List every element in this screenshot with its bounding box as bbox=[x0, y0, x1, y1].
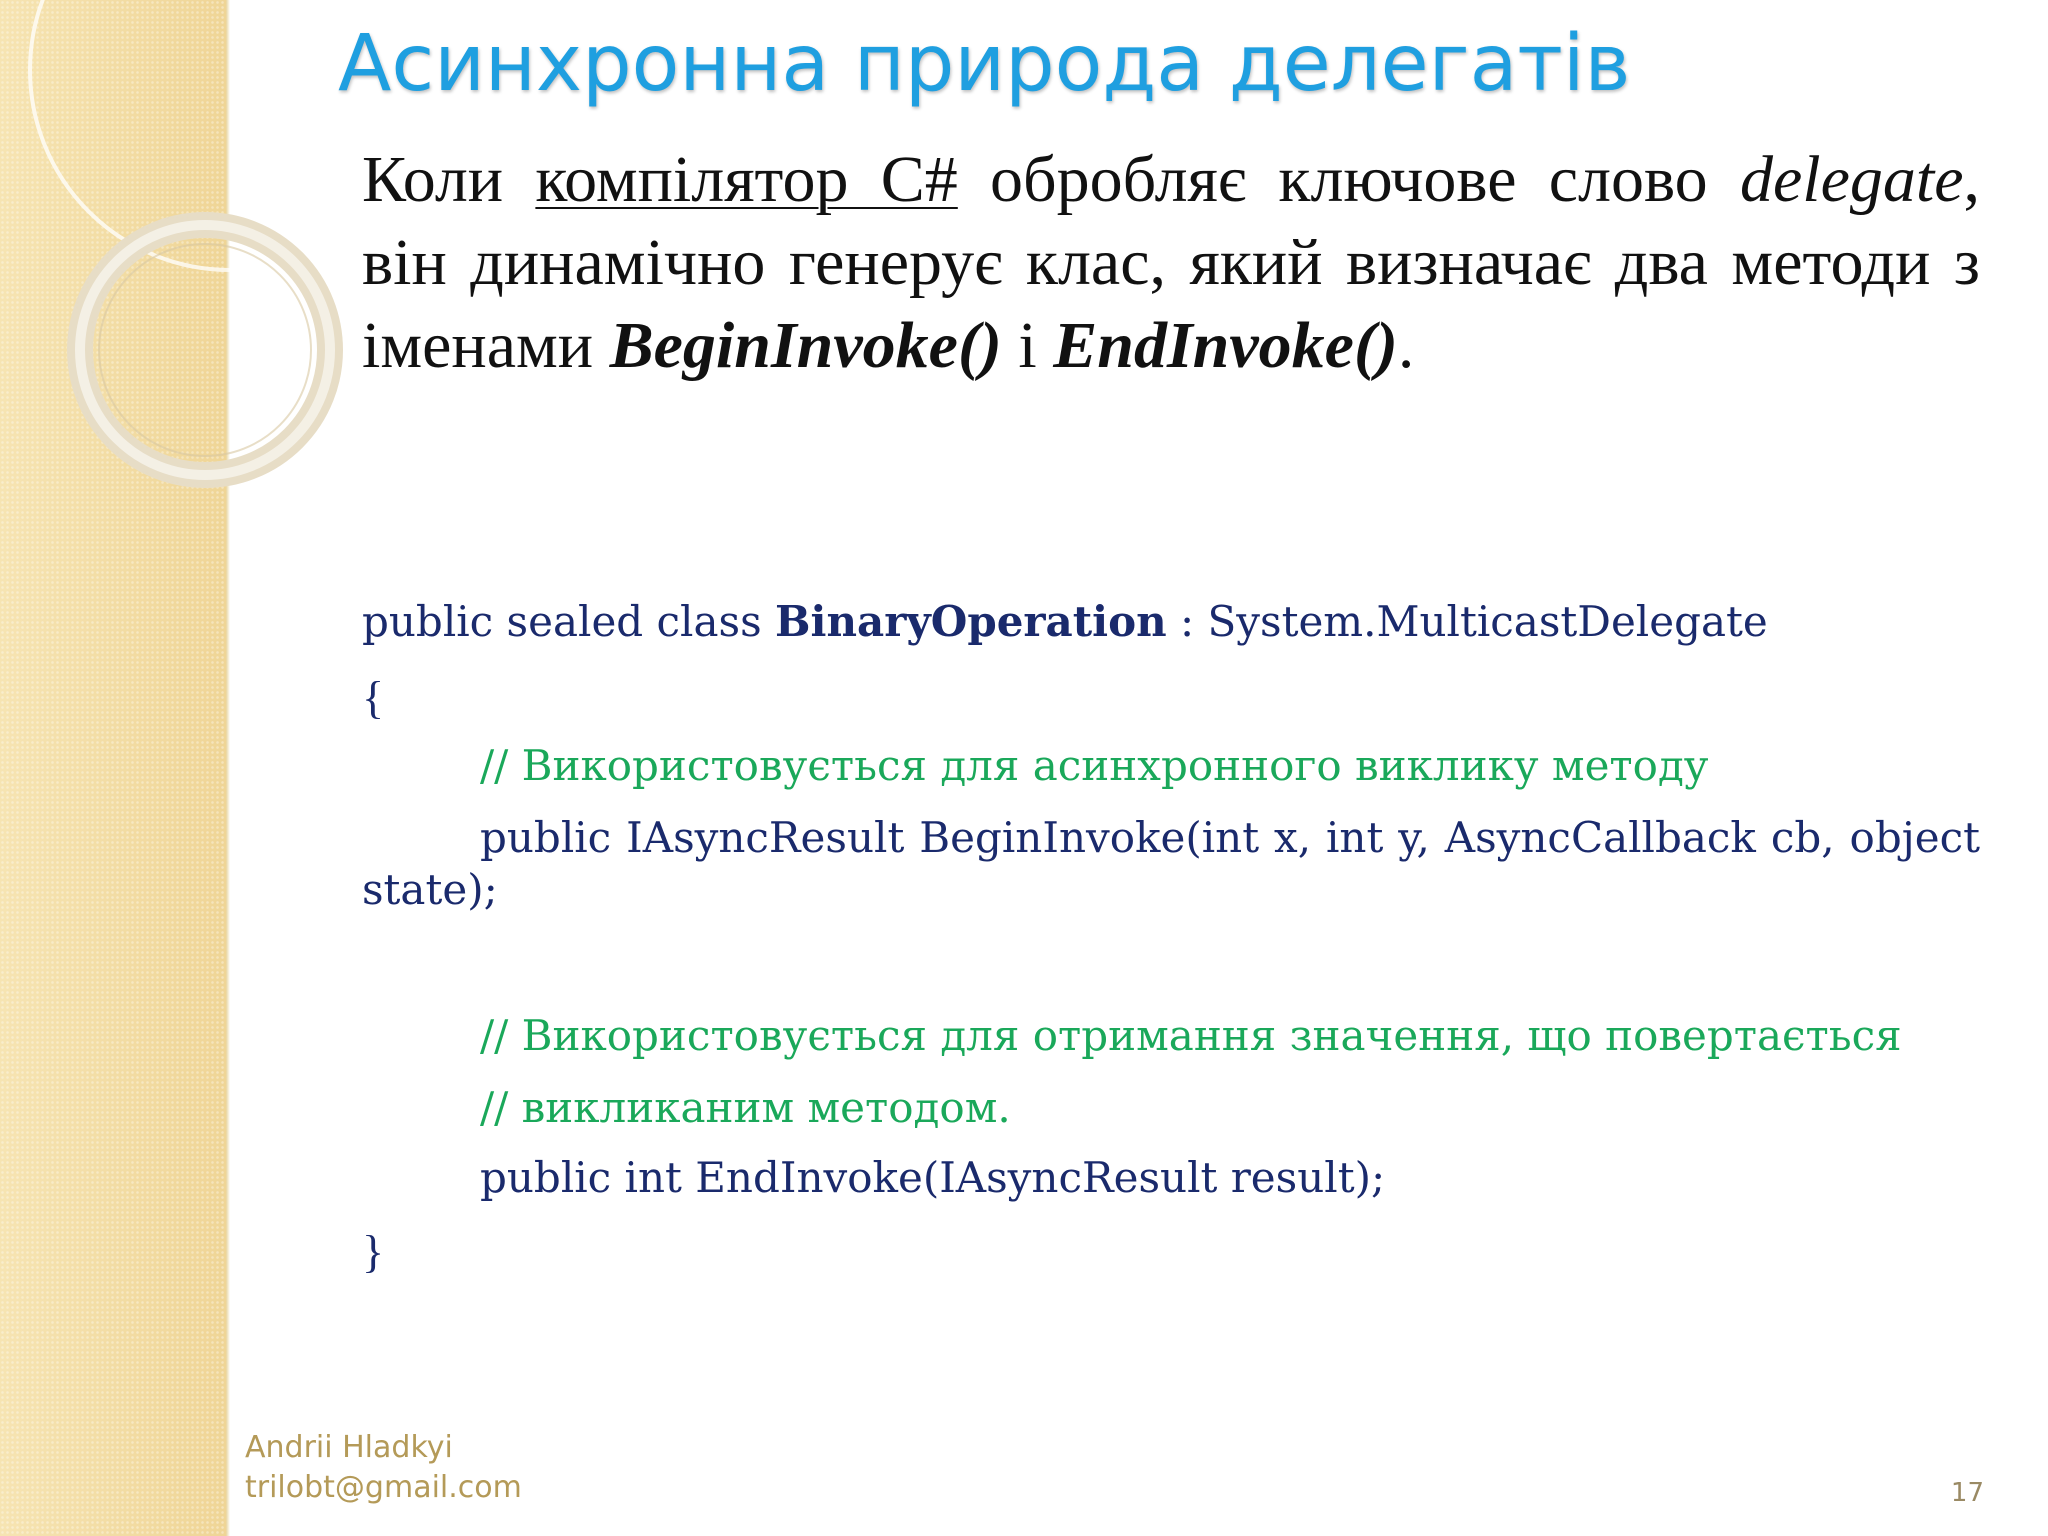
page-number: 17 bbox=[1950, 1478, 1984, 1508]
code-class-name: BinaryOperation bbox=[775, 597, 1167, 646]
code-comment-begininvoke: // Використовується для асинхронного виклику методу bbox=[480, 741, 1709, 790]
slide-title: Асинхронна природа делегатів bbox=[338, 19, 1631, 109]
footer-email: trilobt@gmail.com bbox=[245, 1470, 522, 1505]
intro-period: . bbox=[1397, 309, 1415, 382]
intro-text-3: , він динамічно генерує клас, який визначає два методи з іменами bbox=[362, 143, 1980, 382]
code-class-declaration bbox=[362, 596, 1768, 648]
code-endinvoke-signature: public int EndInvoke(IAsyncResult result); bbox=[480, 1153, 1386, 1202]
code-class-suffix: : System.MulticastDelegate bbox=[1166, 597, 1768, 646]
intro-text-1: Коли bbox=[362, 143, 536, 216]
intro-method-begininvoke: BeginInvoke() bbox=[609, 309, 1002, 382]
intro-underlined-term: компілятор C# bbox=[535, 143, 958, 216]
code-open-brace: { bbox=[362, 672, 385, 723]
code-begininvoke-signature: public IAsyncResult BeginInvoke(int x, int y, AsyncCallback cb, object state); bbox=[362, 813, 1980, 914]
code-class-prefix: public sealed class bbox=[362, 597, 775, 646]
code-comment-endinvoke-2: // викликаним методом. bbox=[480, 1083, 1011, 1132]
intro-paragraph bbox=[362, 138, 1980, 387]
footer-author: Andrii Hladkyi bbox=[245, 1430, 453, 1465]
intro-conjunction: і bbox=[1001, 309, 1054, 382]
intro-method-endinvoke: EndInvoke() bbox=[1053, 309, 1398, 382]
code-comment-endinvoke-1: // Використовується для отримання значення, що повертається bbox=[480, 1011, 1902, 1060]
intro-keyword-delegate: delegate bbox=[1739, 143, 1964, 216]
intro-text-2: обробляє ключове слово bbox=[957, 143, 1740, 216]
code-close-brace: } bbox=[362, 1226, 385, 1277]
